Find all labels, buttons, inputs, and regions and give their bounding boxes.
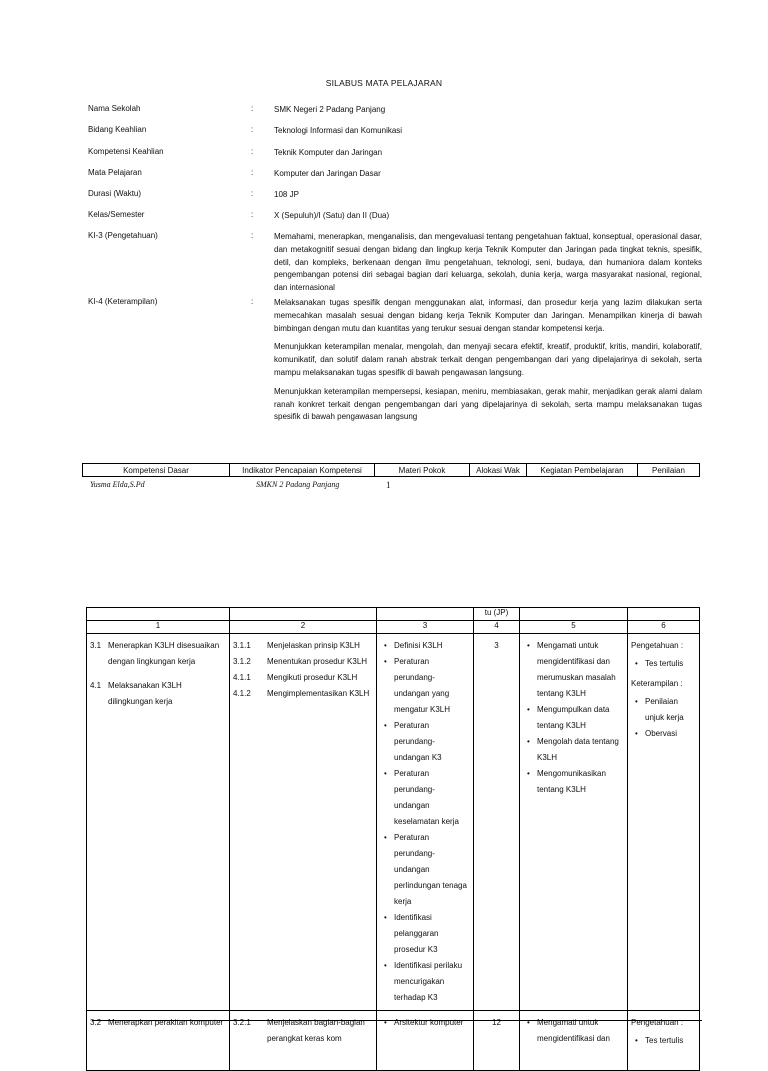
indikator-item <box>233 686 373 702</box>
alokasi-cell: 12 <box>474 1011 520 1071</box>
materi-cell <box>377 634 474 1011</box>
footer-school: SMKN 2 Padang Panjang <box>256 480 340 489</box>
pengetahuan-label: Pengetahuan : <box>631 641 684 650</box>
kegiatan-item: • Mengumpulkan data tentang K3LH <box>537 702 624 734</box>
info-colon: : <box>251 125 254 134</box>
materi-item: • Identifikasi perilaku mencurigakan terhadap K3 <box>394 958 470 1006</box>
info-paragraph: Teknik Komputer dan Jaringan <box>274 148 383 157</box>
col-kompetensi-dasar: Kompetensi Dasar <box>83 464 230 477</box>
item-text: Menerapkan perakitan komputer <box>108 1018 224 1027</box>
page-number: 1 <box>386 480 391 490</box>
kd-item <box>90 638 226 670</box>
info-colon: : <box>251 104 254 113</box>
info-value <box>274 231 702 301</box>
info-paragraph: Menunjukkan keterampilan menalar, mengolah, dan menyaji secara efektif, kreatif, produktif, kritis, mandiri, kolaboratif, komunikatif, dan solutif dalam ranah abstrak terkait dengan pengembangan dari yang dipelajarinya di sekolah, serta mampu melaksanakan tugas spesifik di bawah pengawasan langsung. <box>274 342 702 377</box>
materi-item: • Peraturan perundang-undangan keselamatan kerja <box>394 766 470 830</box>
item-text: Menentukan prosedur K3LH <box>267 657 368 666</box>
silabus-table <box>86 607 700 1071</box>
info-paragraph: Menunjukkan keterampilan mempersepsi, kesiapan, meniru, membiasakan, gerak mahir, menjadikan gerak alami dalam ranah konkret terkait dengan pengembangan dari yang dipelajarinya di sekolah, serta mampu melaksanakan tugas spesifik di bawah pengawasan langsung <box>274 386 702 422</box>
info-value <box>274 147 702 166</box>
info-paragraph: SMK Negeri 2 Padang Panjang <box>274 105 386 114</box>
document-title: SILABUS MATA PELAJARAN <box>325 78 443 88</box>
item-text: Melaksanakan K3LH dilingkungan kerja <box>108 681 182 706</box>
info-paragraph: Komputer dan Jaringan Dasar <box>274 169 381 178</box>
item-number: 4.1.1 <box>233 673 251 682</box>
col-kegiatan: Kegiatan Pembelajaran <box>527 464 638 477</box>
item-number: 3.1.1 <box>233 641 251 650</box>
table-number-row: 1 2 3 4 5 6 <box>87 621 700 634</box>
item-number: 4.1 <box>90 681 102 690</box>
kd-item <box>90 1015 226 1031</box>
indikator-item <box>233 638 373 654</box>
info-label: Mata Pelajaran <box>88 168 142 177</box>
penilaian-item: • Tes tertulis <box>645 656 696 672</box>
info-colon: : <box>251 147 254 156</box>
materi-item: • Identifikasi pelanggaran prosedur K3 <box>394 910 470 958</box>
item-number: 4.1.2 <box>233 689 251 698</box>
item-text: Mengikuti prosedur K3LH <box>267 673 358 682</box>
col-indikator: Indikator Pencapaian Kompetensi <box>230 464 375 477</box>
keterampilan-list <box>631 694 696 742</box>
materi-item: • Peraturan perundang-undangan K3 <box>394 718 470 766</box>
col-alokasi-waktu: Alokasi Wak <box>470 464 527 477</box>
item-number: 3.2 <box>90 1018 102 1027</box>
item-text: Menjelaskan bagian-bagian perangkat keras kom <box>267 1018 365 1043</box>
info-label: Durasi (Waktu) <box>88 189 142 198</box>
kegiatan-item: • Mengomunikasikan tentang K3LH <box>537 766 624 798</box>
alokasi-header-fragment: tu (JP) <box>474 608 520 621</box>
penilaian-item: • Tes tertulis <box>645 1033 696 1049</box>
kegiatan-item: • Mengamati untuk mengidentifikasi dan <box>537 1015 624 1047</box>
info-paragraph: X (Sepuluh)/I (Satu) dan II (Dua) <box>274 211 390 220</box>
info-value <box>274 125 702 144</box>
penilaian-cell <box>628 634 700 1011</box>
table-top-row <box>87 608 700 621</box>
info-label: Kelas/Semester <box>88 210 145 219</box>
kd-item <box>90 678 226 710</box>
indikator-item <box>233 670 373 686</box>
table-row <box>87 634 700 1011</box>
kegiatan-item: • Mengolah data tentang K3LH <box>537 734 624 766</box>
item-text: Menjelaskan prinsip K3LH <box>267 641 360 650</box>
info-value <box>274 168 702 187</box>
info-paragraph: 108 JP <box>274 190 299 199</box>
item-text: Menerapkan K3LH disesuaikan dengan lingkungan kerja <box>108 641 220 666</box>
col-materi-pokok: Materi Pokok <box>375 464 470 477</box>
info-paragraph: Melaksanakan tugas spesifik dengan menggunakan alat, informasi, dan prosedur kerja yang lazim dilakukan serta memecahkan masalah sesuai dengan bidang kerja Teknik Komputer dan Jaringan. Menampilkan kinerja di bawah bimbingan dengan mutu dan kuantitas yang terukur sesuai dengan standar kompetensi kerja. <box>274 298 702 333</box>
info-colon: : <box>251 231 254 240</box>
materi-item: • Peraturan perundang-undangan yang mengatur K3LH <box>394 654 470 718</box>
info-colon: : <box>251 168 254 177</box>
info-colon: : <box>251 210 254 219</box>
info-value <box>274 210 702 229</box>
keterampilan-label: Keterampilan : <box>631 679 683 688</box>
penilaian-item: • Obervasi <box>645 726 696 742</box>
page-bottom-rule <box>92 1020 702 1021</box>
pengetahuan-list <box>631 1033 696 1049</box>
info-label: KI-4 (Keterampilan) <box>88 297 158 306</box>
info-label: Kompetensi Keahlian <box>88 147 164 156</box>
materi-item: • Arsitektur komputer <box>394 1015 470 1031</box>
info-colon: : <box>251 297 254 306</box>
materi-item: • Peraturan perundang-undangan perlindungan tenaga kerja <box>394 830 470 910</box>
col-penilaian: Penilaian <box>638 464 700 477</box>
info-paragraph: Memahami, menerapkan, menganalisis, dan mengevaluasi tentang pengetahuan faktual, konseptual, operasional dasar, dan metakognitif sesuai dengan bidang dan lingkup kerja Teknik Komputer dan Jaringan pada tingkat teknis, spesifik, detil, dan kompleks, berkenaan dengan ilmu pengetahuan, teknologi, seni, budaya, dan humaniora dalam konteks pengembangan potensi diri sebagai bagian dari keluarga, sekolah, dunia kerja, warga masyarakat nasional, regional, dan internasional <box>274 232 702 293</box>
penilaian-item: • Penilaian unjuk kerja <box>645 694 696 726</box>
info-colon: : <box>251 189 254 198</box>
indikator-item <box>233 654 373 670</box>
footer-author: Yusma Elda,S.Pd <box>90 480 145 489</box>
materi-item: • Definisi K3LH <box>394 638 470 654</box>
alokasi-cell: 3 <box>474 634 520 1011</box>
pengetahuan-label: Pengetahuan : <box>631 1018 684 1027</box>
item-number: 3.1 <box>90 641 102 650</box>
indikator-cell <box>230 634 377 1011</box>
info-label: Bidang Keahlian <box>88 125 147 134</box>
table-header-repeat <box>82 463 700 477</box>
item-text: Mengimplementasikan K3LH <box>267 689 370 698</box>
info-value <box>274 297 702 430</box>
kd-cell <box>87 634 230 1011</box>
kegiatan-cell <box>520 634 628 1011</box>
item-number: 3.2.1 <box>233 1018 251 1027</box>
item-number: 3.1.2 <box>233 657 251 666</box>
info-label: KI-3 (Pengetahuan) <box>88 231 158 240</box>
pengetahuan-list <box>631 656 696 672</box>
kegiatan-item: • Mengamati untuk mengidentifikasi dan merumuskan masalah tentang K3LH <box>537 638 624 702</box>
info-label: Nama Sekolah <box>88 104 141 113</box>
info-value <box>274 104 702 123</box>
info-paragraph: Teknologi Informasi dan Komunikasi <box>274 126 403 135</box>
info-value <box>274 189 702 208</box>
